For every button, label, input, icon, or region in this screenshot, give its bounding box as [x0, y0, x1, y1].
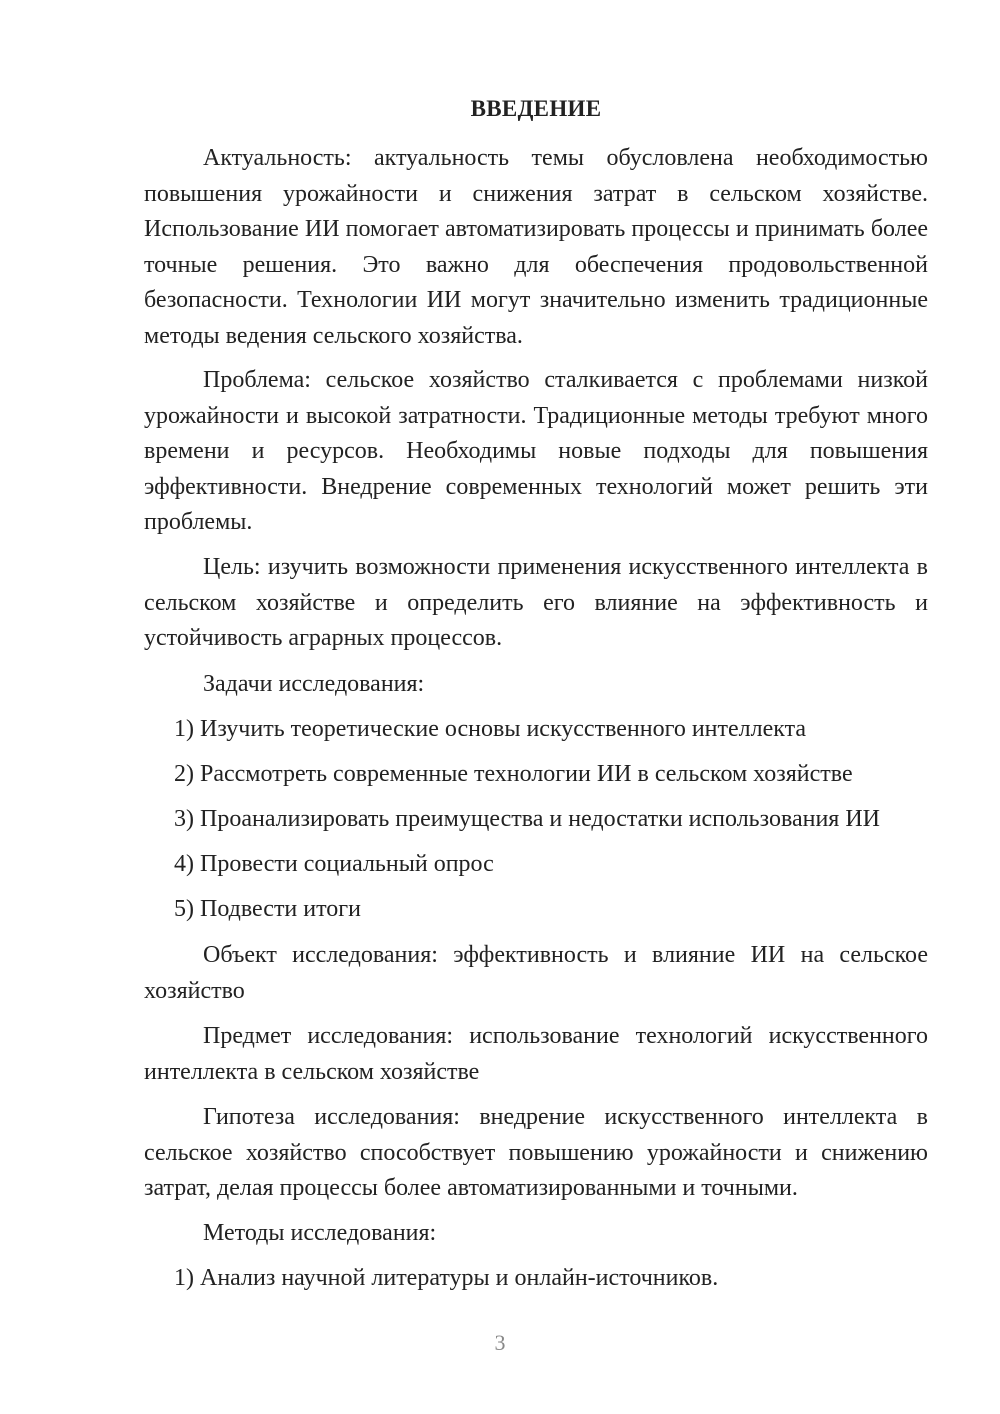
task-item: 4) Провести социальный опрос: [174, 851, 494, 877]
object-paragraph: Объект исследования: эффективность и влияние ИИ на сельское хозяйство: [144, 942, 928, 1004]
goal-paragraph: Цель: изучить возможности применения искусственного интеллекта в сельском хозяйстве и определить его влияние на эффективность и устойчивость аграрных процессов.: [144, 554, 928, 651]
page-number: 3: [494, 1330, 506, 1355]
task-item: 2) Рассмотреть современные технологии ИИ в сельском хозяйстве: [174, 761, 853, 787]
subject-paragraph: Предмет исследования: использование технологий искусственного интеллекта в сельском хозяйстве: [144, 1023, 928, 1085]
tasks-heading: Задачи исследования:: [203, 671, 425, 697]
method-item: 1) Анализ научной литературы и онлайн-источников.: [174, 1265, 719, 1291]
methods-heading: Методы исследования:: [203, 1220, 437, 1246]
page-title: ВВЕДЕНИЕ: [470, 96, 602, 121]
task-item: 1) Изучить теоретические основы искусственного интеллекта: [174, 716, 807, 742]
task-item: 3) Проанализировать преимущества и недостатки использования ИИ: [174, 806, 881, 832]
task-item: 5) Подвести итоги: [174, 896, 361, 922]
relevance-paragraph: Актуальность: актуальность темы обусловлена необходимостью повышения урожайности и снижения затрат в сельском хозяйстве. Использование ИИ помогает автоматизировать процессы и принимать более точные решения. Это важно для обеспечения продовольственной безопасности. Технологии ИИ могут значительно изменить традиционные методы ведения сельского хозяйства.: [144, 145, 928, 349]
problem-paragraph: Проблема: сельское хозяйство сталкивается с проблемами низкой урожайности и высокой затратности. Традиционные методы требуют много времени и ресурсов. Необходимы новые подходы для повышения эффективности. Внедрение современных технологий может решить эти проблемы.: [144, 367, 928, 535]
hypothesis-paragraph: Гипотеза исследования: внедрение искусственного интеллекта в сельское хозяйство способствует повышению урожайности и снижению затрат, делая процессы более автоматизированными и точными.: [144, 1104, 928, 1201]
